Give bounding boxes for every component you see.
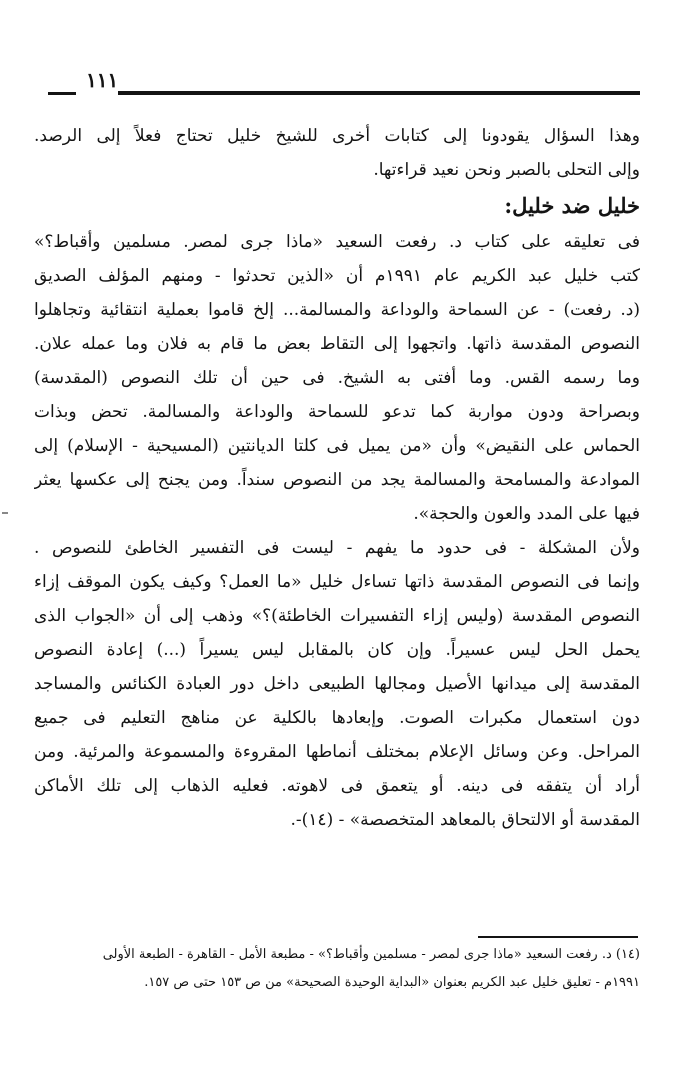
footnote-line: ١٩٩١م - تعليق خليل عبد الكريم بعنوان «البداية الوحيدة الصحيحة» من ص ١٥٣ حتى ص ١٥٧. bbox=[144, 975, 640, 990]
paragraph-3-line: المقدسة أو الالتحاق بالمعاهد المتخصصة» - (١٤)-. bbox=[290, 810, 640, 830]
paragraph-3-line: وإنما فى النصوص المقدسة ذاتها تساءل خليل «ما العمل؟ وكيف يكون الموقف إزاء bbox=[34, 572, 640, 592]
paragraph-3-line: ولأن المشكلة - فى حدود ما يفهم - ليست فى التفسير الخاطئ للنصوص . bbox=[34, 538, 640, 558]
header-rule-short bbox=[48, 92, 76, 95]
footnote-separator bbox=[478, 936, 638, 938]
margin-mark bbox=[2, 512, 8, 514]
paragraph-2-line: (د. رفعت) - عن السماحة والوداعة والمسالمة... إلخ قاموا بعملية انتقائية وتجاهلوا bbox=[34, 300, 640, 320]
paragraph-2-line: النصوص المقدسة ذاتها. واتجهوا إلى التقاط بعض ما قام به فلان وما عمله علان. bbox=[34, 334, 640, 354]
paragraph-1-line: وإلى التحلى بالصبر ونحن نعيد قراءتها. bbox=[373, 160, 640, 180]
paragraph-2-line: وما رسمه القس. وما أفتى به الشيخ. فى حين أن تلك النصوص (المقدسة) bbox=[34, 368, 640, 388]
footnote-line: (١٤) د. رفعت السعيد «ماذا جرى لمصر - مسلمين وأقباط؟» - مطبعة الأمل - القاهرة - الطبعة الأولى bbox=[102, 947, 640, 962]
page-number: ١١١ bbox=[86, 68, 119, 92]
paragraph-2-line: الموادعة والمسامحة والمسالمة يجد من النصوص سنداً. ومن يجنح إلى عكسها يعثر bbox=[34, 470, 640, 490]
paragraph-2-line: كتب خليل عبد الكريم عام ١٩٩١م أن «الذين تحدثوا - ومنهم المؤلف الصديق bbox=[34, 266, 640, 286]
header-rule-long bbox=[118, 91, 640, 95]
paragraph-3-line: النصوص المقدسة (وليس إزاء التفسيرات الخاطئة)؟» وذهب إلى أن «الجواب الذى bbox=[34, 606, 640, 626]
paragraph-2-line: الحماس على النقيض» وأن «من يميل فى كلتا الديانتين (المسيحية - الإسلام) إلى bbox=[34, 436, 640, 456]
section-heading: خليل ضد خليل: bbox=[504, 193, 640, 218]
paragraph-3-line: أراد أن يتفقه فى دينه. أو يتعمق فى لاهوته. فعليه الذهاب إلى تلك الأماكن bbox=[34, 776, 640, 796]
body-text bbox=[34, 122, 640, 840]
paragraph-3-line: المراحل. وعن وسائل الإعلام بمختلف أنماطها المقروءة والمسموعة والمرئية. ومن bbox=[34, 742, 640, 762]
paragraph-2-line: وبصراحة ودون مواربة كما تدعو للسماحة والوداعة والمسالمة. تحض وبذات bbox=[34, 402, 640, 422]
footnotes bbox=[34, 944, 640, 1000]
paragraph-2-line: فى تعليقه على كتاب د. رفعت السعيد «ماذا جرى لمصر. مسلمين وأقباط؟» bbox=[34, 232, 640, 252]
paragraph-3-line: يحمل الحل ليس عسيراً. وإن كان بالمقابل ليس يسيراً (...) إعادة النصوص bbox=[34, 640, 640, 660]
paragraph-2-line: فيها على المدد والعون والحجة». bbox=[413, 504, 640, 524]
paragraph-3-line: المقدسة إلى ميدانها الأصيل ومجالها الطبيعى داخل دور العبادة الكنائس والمساجد bbox=[34, 674, 640, 694]
paragraph-3-line: دون استعمال مكبرات الصوت. وإبعادها بالكلية عن مناهج التعليم فى جميع bbox=[34, 708, 640, 728]
page-header bbox=[48, 68, 640, 102]
paragraph-1-line: وهذا السؤال يقودونا إلى كتابات أخرى للشيخ خليل تحتاج فعلاً إلى الرصد. bbox=[34, 126, 640, 146]
